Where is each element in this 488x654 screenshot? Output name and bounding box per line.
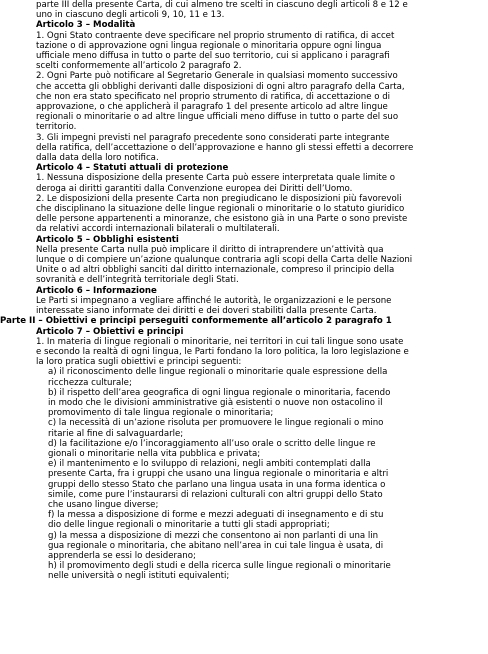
text-line: f) la messa a disposizione di forme e mezzi adeguati di insegnamento e di stu	[48, 510, 384, 521]
text-line: gionali o minoritarie nella vita pubblica e privata;	[48, 448, 261, 459]
text-line: da relativi accordi internazionali bilaterali o multilaterali.	[36, 224, 280, 235]
text-line: che accetta gli obblighi derivanti dalle disposizioni di ogni altro paragrafo della Carta,	[36, 81, 405, 92]
text-line: b) il rispetto dell’area geografica di ogni lingua regionale o minoritaria, facendo	[48, 387, 391, 398]
text-line: 3. Gli impegni previsti nel paragrafo precedente sono considerati parte integrante	[36, 132, 390, 143]
section-heading: Parte II – Obiettivi e principi perseguiti conformemente all’articolo 2 paragrafo 1	[0, 316, 392, 327]
text-line: scelti conformemente all’articolo 2 paragrafo 2.	[36, 61, 242, 72]
text-line: approvazione, o che applicherà il paragrafo 1 del presente articolo ad altre lingue	[36, 102, 388, 113]
text-line: e secondo la realtà di ogni lingua, le Parti fondano la loro politica, la loro legislazione e	[36, 346, 409, 357]
section-heading: Articolo 6 – Informazione	[36, 285, 157, 296]
text-line: e) il mantenimento e lo sviluppo di relazioni, negli ambiti contemplati dalla	[48, 459, 371, 470]
text-line: lunque o di compiere un’azione qualunque contraria agli scopi della Carta delle Nazioni	[36, 255, 413, 266]
text-line: che disciplinano la situazione delle lingue regionali o minoritarie o lo statuto giuridico	[36, 204, 405, 215]
section-heading: Articolo 3 – Modalità	[36, 20, 136, 31]
text-line: Le Parti si impegnano a vegliare affinché le autorità, le organizzazioni e le persone	[36, 295, 392, 306]
text-line: gruppi dello stesso Stato che parlano una lingua usata in una forma identica o	[48, 479, 386, 490]
section-heading: Articolo 5 – Obblighi esistenti	[36, 234, 179, 245]
text-line: territorio.	[36, 122, 77, 133]
text-line: delle persone appartenenti a minoranze, che esistono già in una Parte o sono previste	[36, 214, 408, 225]
text-line: regionali o minoritarie o ad altre lingue ufficiali meno diffuse in tutto o parte del suo	[36, 112, 399, 123]
text-line: promovimento di tale lingua regionale o minoritaria;	[48, 408, 274, 419]
text-line: la loro pratica sugli obiettivi e principi seguenti:	[36, 357, 242, 368]
text-line: Unite o ad altri obblighi sanciti dal diritto internazionale, compreso il principio della	[36, 265, 395, 276]
text-line: ritarie al fine di salvaguardarle;	[48, 428, 184, 439]
text-line: 1. In materia di lingue regionali o minoritarie, nei territori in cui tali lingue sono usate	[36, 336, 404, 347]
text-line: dio delle lingue regionali o minoritarie a tutti gli stadi appropriati;	[48, 520, 330, 531]
text-line: ufficiale meno diffusa in tutto o parte del suo territorio, cui si applicano i paragrafi	[36, 51, 390, 62]
text-line: presente Carta, fra i gruppi che usano una lingua regionale o minoritaria e altri	[48, 469, 389, 480]
text-line: parte III della presente Carta, di cui almeno tre scelti in ciascuno degli articoli 8 e 12 e	[36, 0, 408, 10]
text-line: tazione o di approvazione ogni lingua regionale o minoritaria oppure ogni lingua	[36, 40, 382, 51]
text-line: gua regionale o minoritaria, che abitano nell’area in cui tale lingua è usata, di	[48, 540, 384, 551]
text-line: sovranità e dell’integrità territoriale degli Stati.	[36, 275, 239, 286]
text-line: 2. Le disposizioni della presente Carta non pregiudicano le disposizioni più favorevoli	[36, 193, 402, 204]
text-line: uno in ciascuno degli articoli 9, 10, 11 e 13.	[36, 10, 225, 21]
text-line: 1. Nessuna disposizione della presente Carta può essere interpretata quale limite o	[36, 173, 396, 184]
text-line: apprenderla se essi lo desiderano;	[48, 550, 196, 561]
text-line: in modo che le divisioni amministrative già esistenti o nuove non ostacolino il	[48, 397, 383, 408]
text-line: 2. Ogni Parte può notificare al Segretario Generale in qualsiasi momento successivo	[36, 71, 398, 82]
text-line: c) la necessità di un’azione risoluta per promuovere le lingue regionali o mino	[48, 418, 384, 429]
text-line: h) il promovimento degli studi e della ricerca sulle lingue regionali o minoritarie	[48, 561, 391, 572]
text-line: a) il riconoscimento delle lingue regionali o minoritarie quale espressione della	[48, 367, 388, 378]
text-line: d) la facilitazione e/o l’incoraggiamento all’uso orale o scritto delle lingue re	[48, 438, 376, 449]
section-heading: Articolo 4 – Statuti attuali di protezione	[36, 163, 229, 174]
text-line: della ratifica, dell’accettazione o dell’approvazione e hanno gli stessi effetti a decorrere	[36, 142, 414, 153]
text-line: ricchezza culturale;	[48, 377, 132, 388]
text-line: nelle università o negli istituti equivalenti;	[48, 571, 230, 582]
text-line: Nella presente Carta nulla può implicare il diritto di intraprendere un’attività qua	[36, 244, 384, 255]
text-line: 1. Ogni Stato contraente deve specificare nel proprio strumento di ratifica, di accet	[36, 30, 395, 41]
text-line: g) la messa a disposizione di mezzi che consentono ai non parlanti di una lin	[48, 530, 379, 541]
text-line: deroga ai diritti garantiti dalla Convenzione europea dei Diritti dell’Uomo.	[36, 183, 353, 194]
text-line: che usano lingue diverse;	[48, 499, 159, 510]
text-line: simile, come pure l’instaurarsi di relazioni culturali con altri gruppi dello Stato	[48, 489, 383, 500]
text-line: che non era stato specificato nel proprio strumento di ratifica, di accettazione o di	[36, 91, 391, 102]
text-line: dalla data della loro notifica.	[36, 153, 159, 164]
text-line: interessate siano informate dei diritti e dei doveri stabiliti dalla presente Carta.	[36, 306, 377, 317]
section-heading: Articolo 7 – Obiettivi e principi	[36, 326, 184, 337]
